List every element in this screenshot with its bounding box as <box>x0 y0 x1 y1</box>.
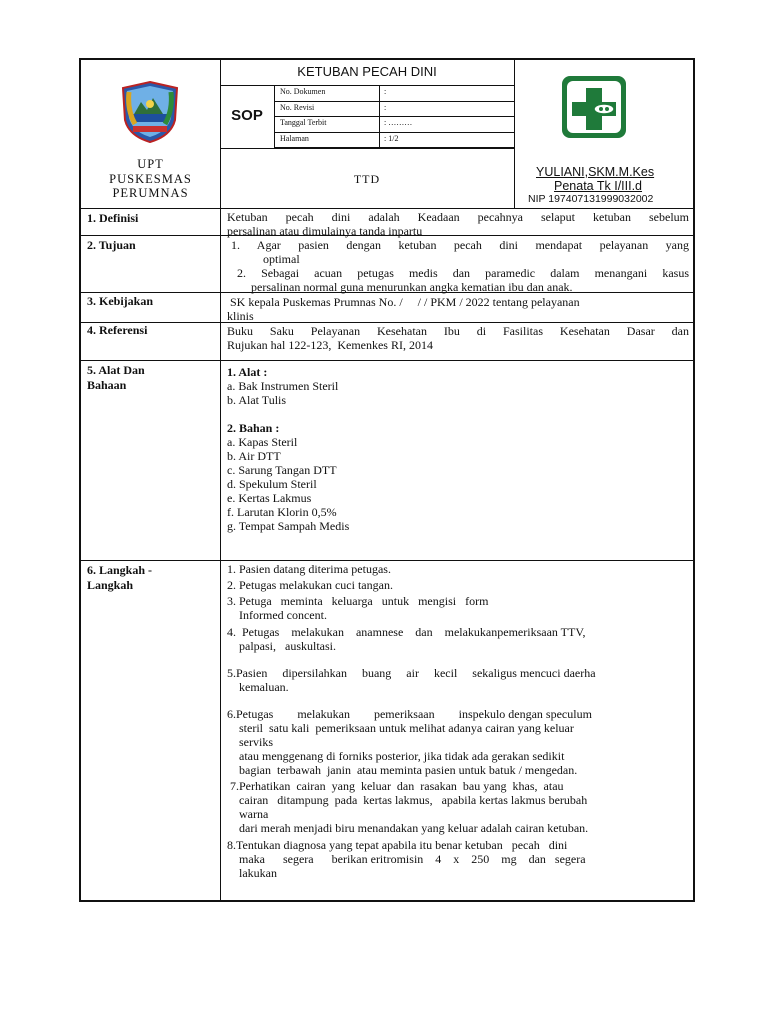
definisi-line: persalinan atau dimulainya tanda inpartu <box>227 224 423 238</box>
langkah-label-line: Langkah <box>87 578 134 592</box>
langkah-line: 4. Petugas melakukan anamnese dan melakukanpemeriksaan TTV, <box>227 625 586 639</box>
definisi-line: Ketuban pecah dini adalah Keadaan pecahnya selaput ketuban sebelum <box>227 210 689 224</box>
langkah-line: dari merah menjadi biru menandakan yang keluar adalah cairan ketuban. <box>227 821 589 835</box>
row-divider <box>81 560 693 561</box>
kebijakan-label: 3. Kebijakan <box>87 294 154 308</box>
kebijakan-line: SK kepala Puskemas Prumnas No. / / / PKM / 2022 tentang pelayanan <box>227 295 580 309</box>
referensi-content <box>227 324 689 352</box>
signature-label: TTD <box>220 148 514 209</box>
meta-value: : <box>384 102 387 112</box>
bahan-item: d. Spekulum Steril <box>227 477 317 491</box>
langkah-line: lakukan <box>227 866 277 880</box>
meta-row-dokumen <box>274 85 514 102</box>
meta-value: : <box>384 87 387 96</box>
header-org-cell <box>81 60 221 208</box>
sop-document <box>79 58 695 902</box>
meta-divider <box>379 132 380 148</box>
org-line-3: PERUMNAS <box>112 186 189 200</box>
header-info-cell <box>220 60 515 208</box>
tujuan-content <box>227 238 689 294</box>
spacer <box>227 407 689 421</box>
alat-item: a. Bak Instrumen Steril <box>227 379 339 393</box>
tujuan-line: 1. Agar pasien dengan ketuban pecah dini mendapat pelayanan yang <box>231 238 689 252</box>
langkah-line: 7.Perhatikan cairan yang keluar dan rasakan bau yang khas, atau <box>227 779 564 793</box>
bahan-item: b. Air DTT <box>227 449 281 463</box>
langkah-content <box>227 562 693 880</box>
meta-label: No. Revisi <box>280 102 315 112</box>
langkah-label <box>87 563 152 593</box>
org-line-1: UPT <box>137 157 164 171</box>
referensi-line: Rujukan hal 122-123, Kemenkes RI, 2014 <box>227 338 433 352</box>
kebijakan-content <box>227 295 689 323</box>
referensi-line: Buku Saku Pelayanan Kesehatan Ibu di Fasilitas Kesehatan Dasar dan <box>227 324 689 338</box>
tujuan-line: optimal <box>263 252 300 266</box>
langkah-line: 3. Petuga meminta keluarga untuk mengisi form <box>227 594 489 608</box>
langkah-line: palpasi, auskultasi. <box>227 639 336 653</box>
bahan-item: a. Kapas Steril <box>227 435 298 449</box>
meta-divider <box>379 85 380 101</box>
alat-heading: 1. Alat : <box>227 365 268 379</box>
alat-bahan-label-line: 5. Alat Dan <box>87 363 145 377</box>
definisi-content <box>227 210 689 238</box>
langkah-line: 1. Pasien datang diterima petugas. <box>227 562 391 576</box>
bahan-heading: 2. Bahan : <box>227 421 280 435</box>
meta-divider <box>379 101 380 117</box>
document-title: KETUBAN PECAH DINI <box>220 60 514 86</box>
langkah-line: cairan ditampung pada kertas lakmus, apabila kertas lakmus berubah <box>227 793 588 807</box>
puskesmas-logo-icon <box>560 74 628 140</box>
definisi-label: 1. Definisi <box>87 211 139 225</box>
alat-bahan-content <box>227 365 689 533</box>
kebijakan-line: klinis <box>227 309 254 323</box>
tujuan-line: 2. Sebagai acuan petugas medis dan paramedic dalam menangani kasus <box>237 266 689 280</box>
regional-emblem-icon <box>119 80 181 144</box>
langkah-line: 8.Tentukan diagnosa yang tepat apabila itu benar ketuban pecah dini <box>227 838 568 852</box>
langkah-line: 2. Petugas melakukan cuci tangan. <box>227 578 393 592</box>
alat-bahan-label <box>87 363 145 393</box>
langkah-line: 6.Petugas melakukan pemeriksaan inspekulo dengan speculum <box>227 707 592 721</box>
row-divider <box>81 360 693 361</box>
alat-item: b. Alat Tulis <box>227 393 287 407</box>
meta-row-tanggal <box>274 116 514 133</box>
sop-label: SOP <box>220 85 275 147</box>
tujuan-label: 2. Tujuan <box>87 238 136 252</box>
meta-value: : 1/2 <box>384 133 399 143</box>
langkah-line: serviks <box>227 735 273 749</box>
bahan-item: f. Larutan Klorin 0,5% <box>227 505 337 519</box>
org-line-2: PUSKESMAS <box>109 171 192 186</box>
langkah-line: atau menggenang di forniks posterior, jika tidak ada gerakan sedikit <box>227 749 565 763</box>
meta-row-revisi <box>274 101 514 118</box>
langkah-label-line: 6. Langkah - <box>87 563 153 577</box>
referensi-label: 4. Referensi <box>87 323 148 337</box>
langkah-line: Informed concent. <box>227 608 327 622</box>
alat-bahan-label-line: Bahaan <box>87 378 127 392</box>
langkah-line: kemaluan. <box>227 680 289 694</box>
signatory-name: YULIANI,SKM.M.Kes <box>536 165 655 179</box>
meta-label: Halaman <box>280 133 309 143</box>
meta-label: No. Dokumen <box>280 87 326 96</box>
langkah-line: 5.Pasien dipersilahkan buang air kecil sekaligus mencuci daerha <box>227 666 596 680</box>
signatory-rank: Penata Tk I/III.d <box>554 179 643 193</box>
signatory-nip: NIP 197407131999032002 <box>528 193 654 205</box>
meta-label: Tanggal Terbit <box>280 118 327 127</box>
langkah-line: steril satu kali pemeriksaan untuk melihat adanya cairan yang keluar <box>227 721 574 735</box>
bahan-item: e. Kertas Lakmus <box>227 491 312 505</box>
langkah-line: warna <box>227 807 269 821</box>
meta-row-halaman <box>274 132 514 149</box>
bahan-item: c. Sarung Tangan DTT <box>227 463 337 477</box>
organization-name <box>81 157 220 201</box>
langkah-line: maka segera berikan eritromisin 4 x 250 mg dan segera <box>227 852 586 866</box>
bahan-item: g. Tempat Sampah Medis <box>227 519 350 533</box>
column-divider <box>220 208 221 902</box>
row-divider <box>81 208 693 209</box>
langkah-line: bagian terbawah janin atau meminta pasien untuk batuk / mengedan. <box>227 763 578 777</box>
header-signatory-cell <box>514 60 695 208</box>
meta-divider <box>379 116 380 132</box>
meta-value: : ……… <box>384 118 413 127</box>
document-meta-table <box>274 85 514 147</box>
tujuan-line: persalinan normal guna menurunkan angka kematian ibu dan anak. <box>251 280 573 294</box>
